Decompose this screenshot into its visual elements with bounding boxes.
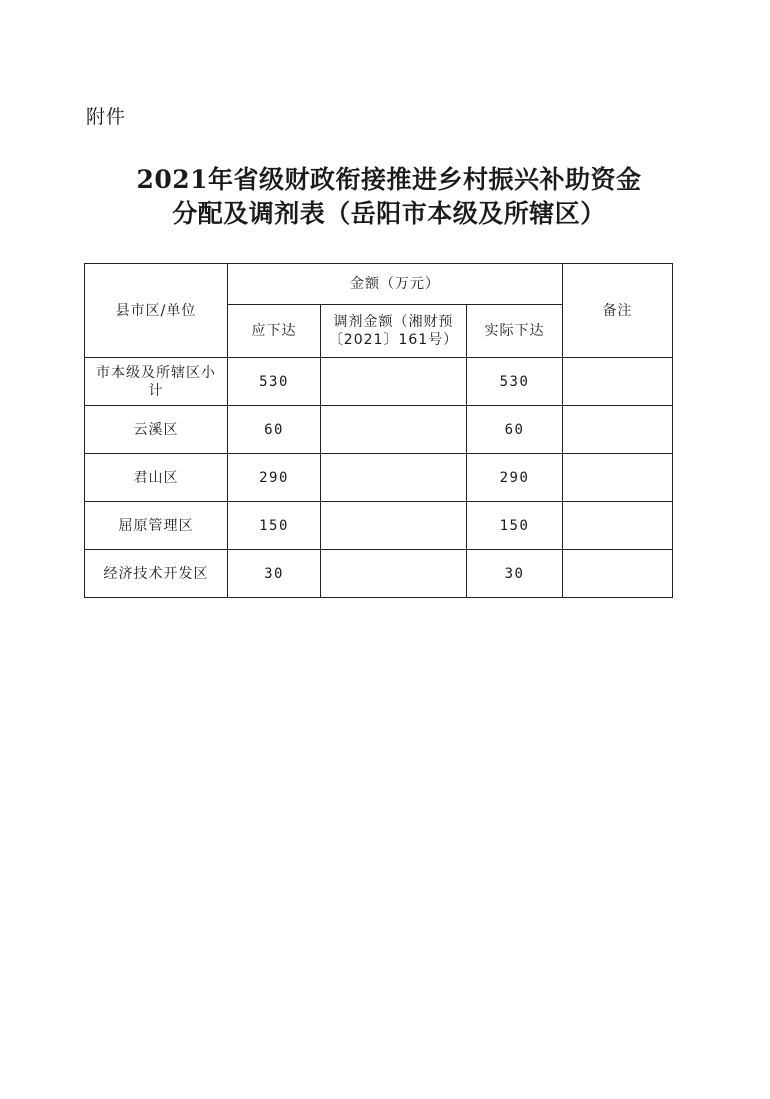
row-actual-allocate: 530 <box>467 358 563 406</box>
table-header-row <box>85 264 673 305</box>
row-unit: 市本级及所辖区小计 <box>85 358 228 406</box>
row-adjustment <box>321 406 467 454</box>
row-remark <box>563 406 673 454</box>
row-adjustment <box>321 358 467 406</box>
row-should-allocate: 290 <box>228 454 321 502</box>
row-should-allocate: 530 <box>228 358 321 406</box>
header-unit: 县市区/单位 <box>85 264 228 358</box>
row-adjustment <box>321 502 467 550</box>
row-actual-allocate: 150 <box>467 502 563 550</box>
row-remark <box>563 502 673 550</box>
header-adjustment-line-2: 〔2021〕161号） <box>328 332 459 348</box>
document-title-line-2: 分配及调剂表（岳阳市本级及所辖区） <box>172 199 606 228</box>
table-row <box>85 406 673 454</box>
header-adjustment-line-1: 调剂金额（湘财预 <box>333 314 454 330</box>
table-row <box>85 358 673 406</box>
row-unit: 君山区 <box>85 454 228 502</box>
row-remark <box>563 454 673 502</box>
allocation-table <box>84 263 673 598</box>
row-actual-allocate: 60 <box>467 406 563 454</box>
row-remark <box>563 358 673 406</box>
table-row <box>85 454 673 502</box>
row-unit: 屈原管理区 <box>85 502 228 550</box>
row-unit: 云溪区 <box>85 406 228 454</box>
row-should-allocate: 30 <box>228 550 321 598</box>
row-adjustment <box>321 550 467 598</box>
attachment-label: 附件 <box>86 106 127 128</box>
row-should-allocate: 150 <box>228 502 321 550</box>
header-should-allocate: 应下达 <box>228 305 321 358</box>
table-row <box>85 550 673 598</box>
document-title-line-1: 2021年省级财政衔接推进乡村振兴补助资金 <box>136 165 642 194</box>
table-row <box>85 502 673 550</box>
header-remarks: 备注 <box>563 264 673 358</box>
header-amount-group: 金额（万元） <box>228 264 563 305</box>
row-should-allocate: 60 <box>228 406 321 454</box>
row-remark <box>563 550 673 598</box>
row-actual-allocate: 290 <box>467 454 563 502</box>
row-adjustment <box>321 454 467 502</box>
row-unit: 经济技术开发区 <box>85 550 228 598</box>
header-actual-allocate: 实际下达 <box>467 305 563 358</box>
header-adjustment <box>321 305 467 358</box>
row-actual-allocate: 30 <box>467 550 563 598</box>
